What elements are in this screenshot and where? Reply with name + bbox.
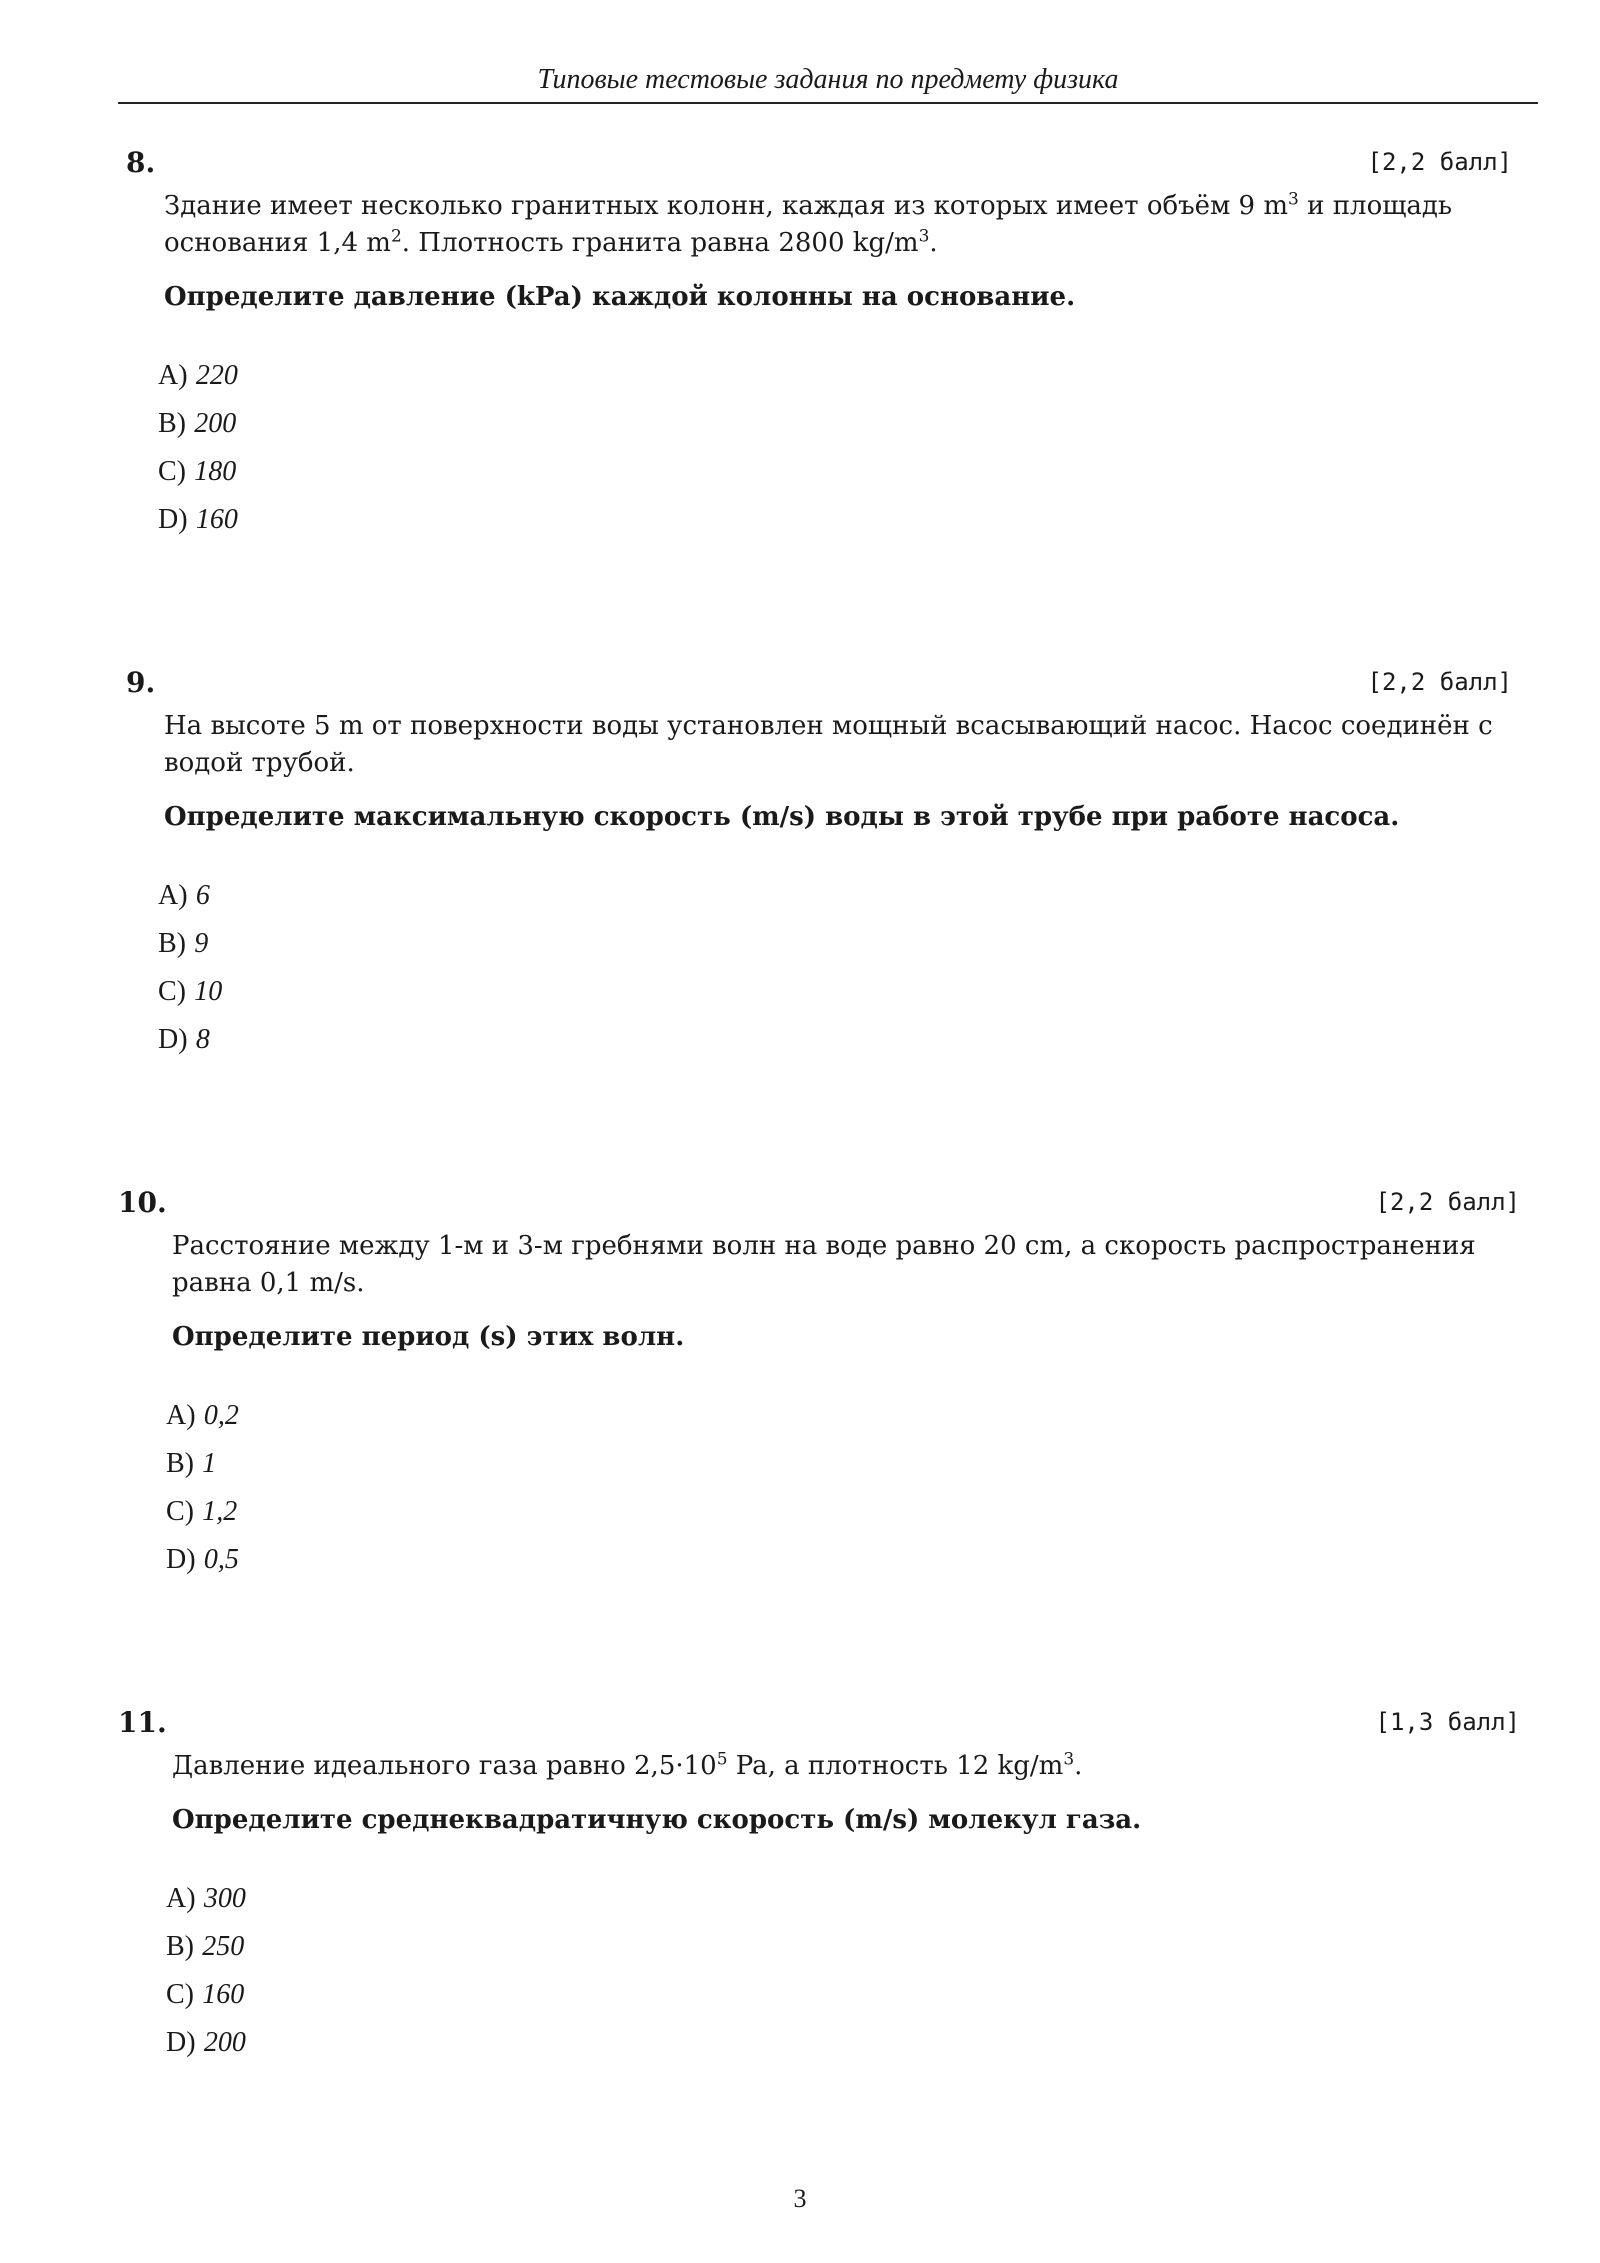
answer-option-a: A) 6: [158, 880, 210, 911]
page-number: 3: [793, 2184, 807, 2213]
problem-points: [2,2 балл]: [1375, 1188, 1520, 1216]
problem-number: 8.: [126, 146, 156, 179]
answer-option-d: D) 160: [158, 504, 238, 535]
header-divider: [118, 102, 1538, 104]
answer-list: [158, 352, 1512, 544]
problem-question: Определите давление (kPa) каждой колонны на основание.: [164, 282, 1076, 312]
page-header-title: Типовые тестовые задания по предмету физика: [537, 64, 1119, 95]
problem-text: Здание имеет несколько гранитных колонн, каждая из которых имеет объём 9 $m^3$ и площадь основания 1,4 $m^2$. Плотность гранита равна 2800 $kg/m^3$.: [164, 189, 1453, 258]
problem-points: [1,3 балл]: [1375, 1708, 1520, 1736]
answer-list: [166, 1392, 1520, 1584]
problem-question: Определите максимальную скорость (m/s) воды в этой трубе при работе насоса.: [164, 802, 1400, 832]
problem-number: 10.: [118, 1186, 167, 1219]
answer-option-a: A) 0,2: [166, 1400, 239, 1431]
problem-points: [2,2 балл]: [1367, 668, 1512, 696]
answer-option-d: D) 0,5: [166, 1544, 239, 1575]
problem-text: Расстояние между 1-м и 3-м гребнями волн на воде равно 20 cm, а скорость распространения равна 0,1 m/s.: [172, 1231, 1476, 1298]
answer-option-b: B) 9: [158, 928, 209, 959]
problem-number: 11.: [118, 1706, 167, 1739]
answer-option-d: D) 8: [158, 1024, 210, 1055]
answer-option-b: B) 250: [166, 1931, 245, 1962]
problem-text: На высоте 5 m от поверхности воды установлен мощный всасывающий насос. Насос соединён с водой трубой.: [164, 711, 1493, 778]
answer-list: [158, 872, 1512, 1064]
answer-list: [166, 1875, 1520, 2067]
problem-number: 9.: [126, 666, 156, 699]
problem-points: [2,2 балл]: [1367, 148, 1512, 176]
answer-option-d: D) 200: [166, 2027, 246, 2058]
answer-option-c: C) 160: [166, 1979, 245, 2010]
answer-option-a: A) 220: [158, 360, 238, 391]
answer-option-c: C) 10: [158, 976, 223, 1007]
problem-question: Определите период (s) этих волн.: [172, 1322, 685, 1352]
answer-option-c: C) 180: [158, 456, 237, 487]
problem-question: Определите среднеквадратичную скорость (m/s) молекул газа.: [172, 1805, 1142, 1835]
problem-text: Давление идеального газа равно $2,5\cdot 10^5$ Pa, а плотность 12 $kg/m^3$.: [172, 1749, 1083, 1781]
answer-option-b: B) 1: [166, 1448, 217, 1479]
answer-option-b: B) 200: [158, 408, 237, 439]
answer-option-a: A) 300: [166, 1883, 246, 1914]
answer-option-c: C) 1,2: [166, 1496, 238, 1527]
